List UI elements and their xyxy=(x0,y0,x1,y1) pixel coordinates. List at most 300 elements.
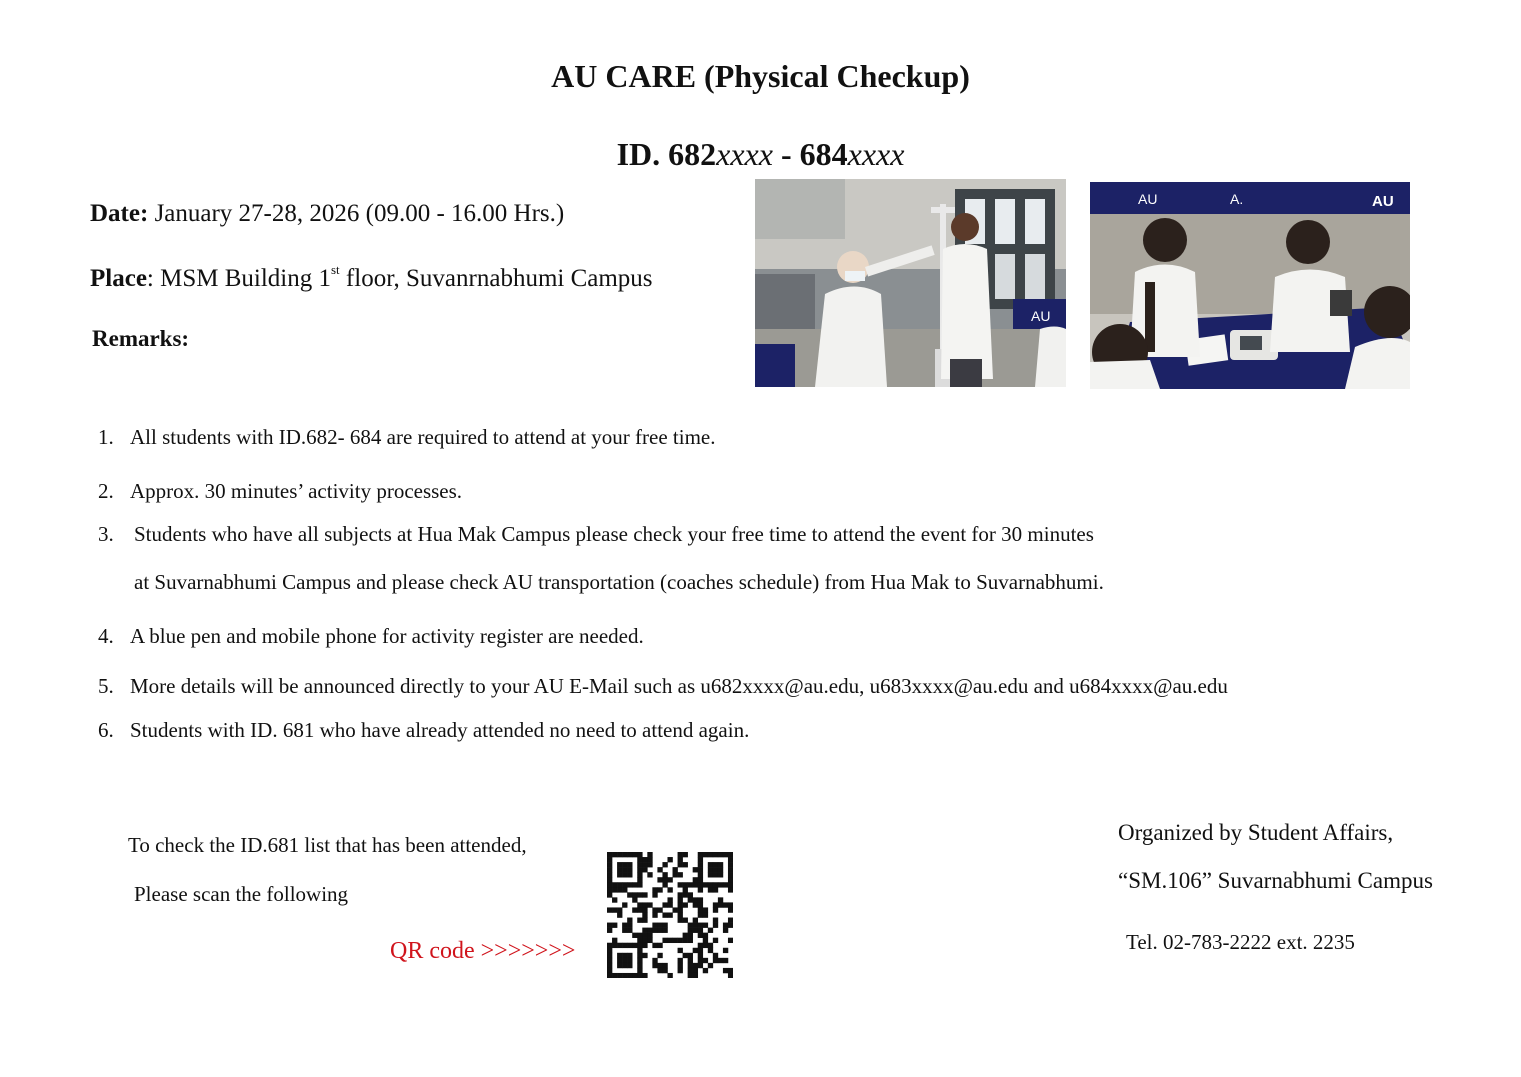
qr-module xyxy=(612,923,617,928)
qr-module xyxy=(657,963,662,968)
qr-module xyxy=(627,867,632,872)
qr-module xyxy=(698,877,703,882)
qr-module xyxy=(678,968,683,973)
qr-module xyxy=(637,968,642,973)
qr-module xyxy=(617,862,622,867)
remarks-heading: Remarks: xyxy=(92,326,190,351)
qr-module xyxy=(607,887,612,892)
qr-module xyxy=(662,872,667,877)
qr-module xyxy=(667,973,672,978)
qr-module xyxy=(637,902,642,907)
qr-module xyxy=(713,907,718,912)
list-item-text: Students who have all subjects at Hua Mak Campus please check your free time to attend the event for 30 minutes xyxy=(134,522,1094,546)
qr-module xyxy=(647,872,652,877)
qr-module xyxy=(607,877,612,882)
qr-module xyxy=(657,928,662,933)
qr-module xyxy=(718,958,723,963)
qr-module xyxy=(652,943,657,948)
qr-module xyxy=(723,958,728,963)
qr-module xyxy=(622,872,627,877)
qr-module xyxy=(632,892,637,897)
qr-module xyxy=(637,877,642,882)
qr-module xyxy=(698,928,703,933)
qr-module xyxy=(678,857,683,862)
qr-module xyxy=(673,867,678,872)
qr-module xyxy=(698,852,703,857)
qr-module xyxy=(637,852,642,857)
place-value-rest: floor, Suvanrnabhumi Campus xyxy=(339,265,653,292)
qr-module xyxy=(693,948,698,953)
qr-module xyxy=(708,862,713,867)
qr-module xyxy=(627,923,632,928)
qr-module xyxy=(678,882,683,887)
qr-module xyxy=(688,882,693,887)
photo2-au-badge-2: A. xyxy=(1230,191,1244,207)
qr-module xyxy=(708,867,713,872)
qr-module xyxy=(627,973,632,978)
organizer-phone: Tel. 02-783-2222 ext. 2235 xyxy=(1126,930,1355,954)
qr-module xyxy=(622,882,627,887)
qr-module xyxy=(607,867,612,872)
qr-module xyxy=(657,923,662,928)
qr-module xyxy=(627,953,632,958)
qr-module xyxy=(713,902,718,907)
qr-module xyxy=(698,963,703,968)
qr-module xyxy=(607,958,612,963)
qr-module xyxy=(728,857,733,862)
organizer-line1: Organized by Student Affairs, xyxy=(1118,820,1394,845)
qr-module xyxy=(652,958,657,963)
qr-module xyxy=(627,928,632,933)
qr-module xyxy=(678,963,683,968)
qr-module xyxy=(718,897,723,902)
photo-height-measurement xyxy=(755,179,1066,387)
qr-module xyxy=(662,877,667,882)
qr-module xyxy=(612,897,617,902)
qr-module xyxy=(662,902,667,907)
qr-module xyxy=(642,857,647,862)
id-range-end-suffix: xxxx xyxy=(847,136,905,172)
qr-module xyxy=(637,918,642,923)
qr-module xyxy=(678,948,683,953)
qr-module xyxy=(667,887,672,892)
qr-module xyxy=(728,877,733,882)
qr-module xyxy=(632,907,637,912)
qr-module xyxy=(617,852,622,857)
qr-module xyxy=(723,928,728,933)
qr-module xyxy=(683,902,688,907)
qr-module xyxy=(612,938,617,943)
qr-module xyxy=(617,867,622,872)
qr-module xyxy=(637,857,642,862)
qr-module xyxy=(622,953,627,958)
qr-module xyxy=(627,872,632,877)
qr-module xyxy=(678,892,683,897)
qr-module xyxy=(642,928,647,933)
qr-module xyxy=(652,892,657,897)
qr-module xyxy=(637,973,642,978)
qr-module xyxy=(607,857,612,862)
qr-module xyxy=(627,852,632,857)
qr-module xyxy=(673,907,678,912)
qr-module xyxy=(637,882,642,887)
qr-module xyxy=(683,918,688,923)
qr-module xyxy=(642,892,647,897)
qr-module xyxy=(642,973,647,978)
qr-module xyxy=(698,882,703,887)
qr-module xyxy=(683,887,688,892)
qr-module xyxy=(627,892,632,897)
qr-module xyxy=(728,872,733,877)
qr-module xyxy=(607,852,612,857)
qr-module xyxy=(703,923,708,928)
qr-module xyxy=(617,907,622,912)
qr-module xyxy=(703,943,708,948)
qr-module xyxy=(642,933,647,938)
qr-module xyxy=(693,973,698,978)
qr-module xyxy=(678,897,683,902)
qr-module xyxy=(647,857,652,862)
list-item xyxy=(0,674,1521,698)
qr-module xyxy=(718,852,723,857)
date-label: Date: xyxy=(90,200,149,227)
list-item xyxy=(0,624,1521,648)
qr-module xyxy=(708,887,713,892)
qr-module xyxy=(637,948,642,953)
qr-module xyxy=(607,928,612,933)
qr-module xyxy=(622,923,627,928)
qr-module xyxy=(642,953,647,958)
qr-module xyxy=(667,877,672,882)
qr-module xyxy=(662,928,667,933)
id-range-start: ID. 682 xyxy=(616,136,717,172)
qr-module xyxy=(718,867,723,872)
qr-module xyxy=(632,943,637,948)
qr-module xyxy=(627,882,632,887)
list-item xyxy=(0,718,1521,742)
qr-module xyxy=(713,872,718,877)
qr-module xyxy=(678,907,683,912)
qr-module xyxy=(652,928,657,933)
qr-module xyxy=(708,928,713,933)
list-item-number: 4. xyxy=(98,624,114,648)
qr-module xyxy=(728,938,733,943)
qr-module xyxy=(622,867,627,872)
qr-module xyxy=(627,918,632,923)
qr-module xyxy=(728,867,733,872)
qr-module xyxy=(657,907,662,912)
qr-module xyxy=(688,973,693,978)
qr-module xyxy=(637,933,642,938)
qr-module xyxy=(657,887,662,892)
qr-module xyxy=(622,887,627,892)
photo2-au-badge-3: AU xyxy=(1372,193,1394,210)
photo-blood-pressure xyxy=(1090,182,1410,389)
qr-module xyxy=(678,902,683,907)
qr-module xyxy=(622,928,627,933)
qr-module xyxy=(607,882,612,887)
qr-module xyxy=(678,918,683,923)
qr-code[interactable] xyxy=(607,852,733,978)
qr-module xyxy=(708,852,713,857)
qr-module xyxy=(698,872,703,877)
qr-module xyxy=(647,938,652,943)
qr-module xyxy=(612,882,617,887)
event-date xyxy=(90,200,564,228)
qr-module xyxy=(683,892,688,897)
qr-module xyxy=(662,912,667,917)
qr-module xyxy=(622,943,627,948)
list-item-number: 1. xyxy=(98,425,114,449)
qr-module xyxy=(728,923,733,928)
qr-module xyxy=(688,892,693,897)
qr-module xyxy=(698,902,703,907)
qr-module xyxy=(642,938,647,943)
qr-module xyxy=(607,943,612,948)
qr-module xyxy=(607,953,612,958)
qr-module xyxy=(708,963,713,968)
date-value: January 27-28, 2026 (09.00 - 16.00 Hrs.) xyxy=(148,200,565,227)
qr-module xyxy=(662,968,667,973)
qr-module xyxy=(662,963,667,968)
qr-module xyxy=(693,928,698,933)
place-label: Place xyxy=(90,265,147,292)
qr-module xyxy=(683,953,688,958)
qr-module xyxy=(607,973,612,978)
qr-module xyxy=(647,852,652,857)
qr-module xyxy=(622,852,627,857)
place-superscript: st xyxy=(331,262,340,277)
qr-module xyxy=(723,948,728,953)
qr-module xyxy=(667,897,672,902)
list-item-text: Approx. 30 minutes’ activity processes. xyxy=(130,479,463,503)
qr-module xyxy=(693,963,698,968)
qr-module xyxy=(713,867,718,872)
qr-module xyxy=(607,872,612,877)
qr-module xyxy=(617,973,622,978)
qr-module xyxy=(728,852,733,857)
qr-module xyxy=(713,938,718,943)
qr-module xyxy=(642,867,647,872)
qr-module xyxy=(622,963,627,968)
qr-module xyxy=(693,902,698,907)
photo2-au-badge-1: AU xyxy=(1138,191,1158,207)
qr-module xyxy=(607,948,612,953)
qr-module xyxy=(703,907,708,912)
qr-module xyxy=(703,912,708,917)
qr-module xyxy=(678,912,683,917)
qr-module xyxy=(627,963,632,968)
qr-module xyxy=(688,968,693,973)
qr-module xyxy=(642,912,647,917)
qr-module xyxy=(728,918,733,923)
qr-module xyxy=(652,923,657,928)
qr-module xyxy=(637,953,642,958)
qr-module xyxy=(723,882,728,887)
qr-module xyxy=(703,938,708,943)
qr-module xyxy=(612,907,617,912)
qr-module xyxy=(683,862,688,867)
qr-module xyxy=(607,907,612,912)
qr-module xyxy=(713,958,718,963)
qr-module xyxy=(688,938,693,943)
qr-module xyxy=(617,953,622,958)
qr-module xyxy=(698,948,703,953)
qr-module xyxy=(703,933,708,938)
id-range xyxy=(0,136,1521,173)
qr-instruction-line2: Please scan the following xyxy=(134,882,349,906)
id-range-dash: - xyxy=(772,136,800,172)
id-range-end: 684 xyxy=(799,136,848,172)
qr-module xyxy=(667,912,672,917)
qr-code-label: QR code >>>>>>> xyxy=(390,938,576,964)
qr-module xyxy=(637,958,642,963)
qr-module xyxy=(642,918,647,923)
qr-module xyxy=(642,943,647,948)
qr-module xyxy=(703,852,708,857)
qr-module xyxy=(683,852,688,857)
qr-module xyxy=(612,943,617,948)
qr-module xyxy=(713,887,718,892)
qr-module xyxy=(698,862,703,867)
qr-module xyxy=(657,953,662,958)
qr-module xyxy=(637,892,642,897)
qr-module xyxy=(647,902,652,907)
qr-module xyxy=(637,963,642,968)
qr-module xyxy=(657,968,662,973)
qr-module xyxy=(647,862,652,867)
qr-module xyxy=(708,948,713,953)
qr-module xyxy=(678,852,683,857)
qr-module xyxy=(703,958,708,963)
qr-module xyxy=(637,862,642,867)
qr-module xyxy=(657,877,662,882)
qr-module xyxy=(698,933,703,938)
qr-module xyxy=(642,862,647,867)
qr-module xyxy=(728,882,733,887)
qr-module xyxy=(667,902,672,907)
qr-module xyxy=(698,958,703,963)
qr-module xyxy=(693,877,698,882)
qr-module xyxy=(698,943,703,948)
qr-module xyxy=(642,907,647,912)
qr-module xyxy=(688,928,693,933)
qr-module xyxy=(607,968,612,973)
place-value: : MSM Building 1 xyxy=(146,265,331,292)
qr-module xyxy=(723,968,728,973)
list-item-text: Students with ID. 681 who have already attended no need to attend again. xyxy=(130,718,750,742)
qr-module xyxy=(617,912,622,917)
page-title: AU CARE (Physical Checkup) xyxy=(551,58,970,94)
qr-module xyxy=(678,872,683,877)
qr-module xyxy=(718,902,723,907)
qr-module xyxy=(693,867,698,872)
list-item-number: 6. xyxy=(98,718,114,742)
qr-module xyxy=(627,943,632,948)
qr-module xyxy=(688,933,693,938)
qr-module xyxy=(673,938,678,943)
qr-module xyxy=(713,953,718,958)
qr-module xyxy=(688,923,693,928)
qr-module xyxy=(607,862,612,867)
qr-module xyxy=(657,867,662,872)
qr-module xyxy=(622,902,627,907)
list-item-text: All students with ID.682- 684 are required to attend at your free time. xyxy=(130,425,716,449)
qr-module xyxy=(678,958,683,963)
qr-module xyxy=(698,867,703,872)
qr-module xyxy=(723,852,728,857)
qr-module xyxy=(698,923,703,928)
qr-module xyxy=(637,872,642,877)
qr-module xyxy=(673,872,678,877)
qr-module xyxy=(703,882,708,887)
qr-module xyxy=(698,857,703,862)
qr-module xyxy=(617,943,622,948)
qr-module xyxy=(622,973,627,978)
organizer-line2: “SM.106” Suvarnabhumi Campus xyxy=(1118,868,1433,893)
list-item-text: More details will be announced directly to your AU E-Mail such as u682xxxx@au.edu, u683xxxx@au.edu and u684xxxx@au.edu xyxy=(130,674,1228,698)
qr-module xyxy=(703,968,708,973)
list-item-number: 3. xyxy=(98,522,114,546)
qr-module xyxy=(708,943,713,948)
qr-module xyxy=(632,933,637,938)
list-item-number: 5. xyxy=(98,674,114,698)
qr-module xyxy=(693,923,698,928)
qr-module xyxy=(667,938,672,943)
qr-module xyxy=(622,958,627,963)
qr-module xyxy=(708,872,713,877)
qr-module xyxy=(688,897,693,902)
qr-module xyxy=(678,938,683,943)
qr-instruction-line1: To check the ID.681 list that has been attended, xyxy=(128,833,527,857)
qr-module xyxy=(662,882,667,887)
qr-module xyxy=(683,933,688,938)
qr-module xyxy=(728,902,733,907)
qr-module xyxy=(693,918,698,923)
qr-module xyxy=(607,892,612,897)
qr-module xyxy=(688,958,693,963)
qr-module xyxy=(718,882,723,887)
qr-module xyxy=(678,862,683,867)
qr-module xyxy=(612,852,617,857)
qr-module xyxy=(647,933,652,938)
qr-module xyxy=(642,902,647,907)
qr-module xyxy=(647,928,652,933)
qr-module xyxy=(657,943,662,948)
qr-module xyxy=(713,852,718,857)
qr-module xyxy=(723,902,728,907)
qr-module xyxy=(632,973,637,978)
qr-module xyxy=(693,897,698,902)
qr-module xyxy=(637,938,642,943)
qr-module xyxy=(652,912,657,917)
qr-module xyxy=(713,862,718,867)
qr-module xyxy=(617,882,622,887)
qr-module xyxy=(708,882,713,887)
list-item-text: A blue pen and mobile phone for activity register are needed. xyxy=(130,624,644,648)
qr-module xyxy=(652,963,657,968)
qr-module xyxy=(662,862,667,867)
qr-module xyxy=(632,897,637,902)
photo1-au-badge: AU xyxy=(1031,308,1051,324)
qr-module xyxy=(723,923,728,928)
qr-module xyxy=(637,907,642,912)
qr-module xyxy=(713,918,718,923)
qr-module xyxy=(662,923,667,928)
qr-module xyxy=(728,968,733,973)
qr-module xyxy=(698,953,703,958)
qr-module xyxy=(617,963,622,968)
